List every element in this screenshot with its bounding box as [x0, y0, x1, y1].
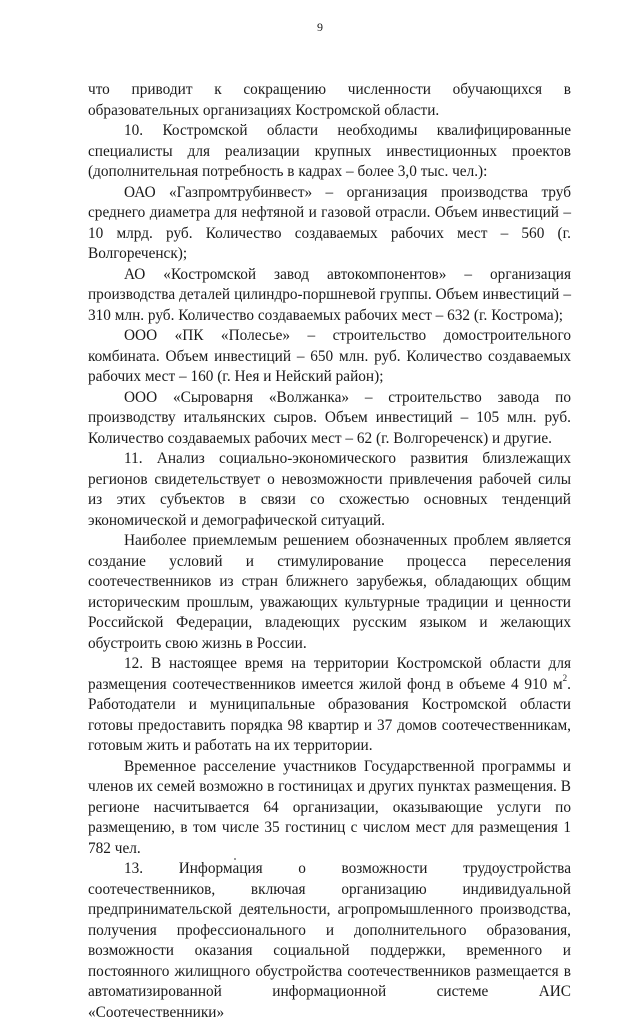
paragraph-project-polesye: ООО «ПК «Полесье» – строительство домостроительного комбината. Объем инвестиций – 650 млн. руб. Количество создаваемых рабочих мест – 160 (г. Нея и Нейский район);	[88, 327, 571, 385]
paragraph-13-information: 13. Информация о возможности трудоустройства соотечественников, включая организацию индивидуальной предпринимательской деятельности, агропромышленного производства, получения профессионального и дополнительного образования, возможности оказания социальной поддержки, временного и постоянного жилищного обустройства соотечественников размещается в автоматизированной информационной системе АИС «Соотечественники»	[88, 860, 571, 1021]
paragraph-solution: Наиболее приемлемым решением обозначенных проблем является создание условий и стимулирование процесса переселения соотечественников из стран ближнего зарубежья, обладающих общим историческим прошлым, уважающих культурные традиции и ценности Российской Федерации, владеющих русским языком и желающих обустроить свою жизнь в России.	[88, 532, 571, 652]
scan-speck	[234, 858, 236, 860]
paragraph-project-autocomponents: АО «Костромской завод автокомпонентов» – организация производства деталей цилиндро-поршневой группы. Объем инвестиций – 310 млн. руб. Количество создаваемых рабочих мест – 632 (г. Кострома);	[88, 265, 571, 324]
paragraph-10-staffing-need: 10. Костромской области необходимы квалифицированные специалисты для реализации крупных инвестиционных проектов (дополнительная потребность в кадрах – более 3,0 тыс. чел.):	[88, 122, 571, 180]
superscript-2: 2	[562, 673, 568, 684]
housing-text: 12. В настоящее время на территории Костромской области для размещения соотечественников имеется жилой фонд в объеме 4 910 м	[88, 655, 571, 693]
paragraph-project-gazpromtrubinvest: ОАО «Газпромтрубинвест» – организация производства труб среднего диаметра для нефтяной и газовой отрасли. Объем инвестиций – 10 млрд. руб. Количество создаваемых рабочих мест – 560 (г. Волгореченск);	[88, 183, 571, 262]
paragraph-12-housing	[88, 654, 571, 757]
page-number: 9	[317, 20, 323, 34]
paragraph-continuation: что приводит к сокращению численности обучающихся в образовательных организациях Костромской области.	[88, 81, 571, 119]
document-body	[88, 80, 571, 1023]
housing-text-after: . Работодатели и муниципальные образования Костромской области готовы предоставить порядка 98 квартир и 37 домов соотечественникам, готовым жить и работать на их территории.	[88, 675, 571, 754]
paragraph-temporary-accommodation: Временное расселение участников Государственной программы и членов их семей возможно в гостиницах и других пунктах размещения. В регионе насчитывается 64 организации, оказывающие услуги по размещению, в том числе 35 гостиниц с числом мест для размещения 1 782 чел.	[88, 757, 571, 857]
paragraph-project-volzhanka: ООО «Сыроварня «Волжанка» – строительство завода по производству итальянских сыров. Объем инвестиций – 105 млн. руб. Количество создаваемых рабочих мест – 62 (г. Волгореченск) и другие.	[88, 388, 571, 447]
paragraph-11-neighbour-regions: 11. Анализ социально-экономического развития близлежащих регионов свидетельствует о невозможности привлечения рабочей силы из этих субъектов в связи со схожестью основных тенденций экономической и демографической ситуаций.	[88, 450, 571, 529]
